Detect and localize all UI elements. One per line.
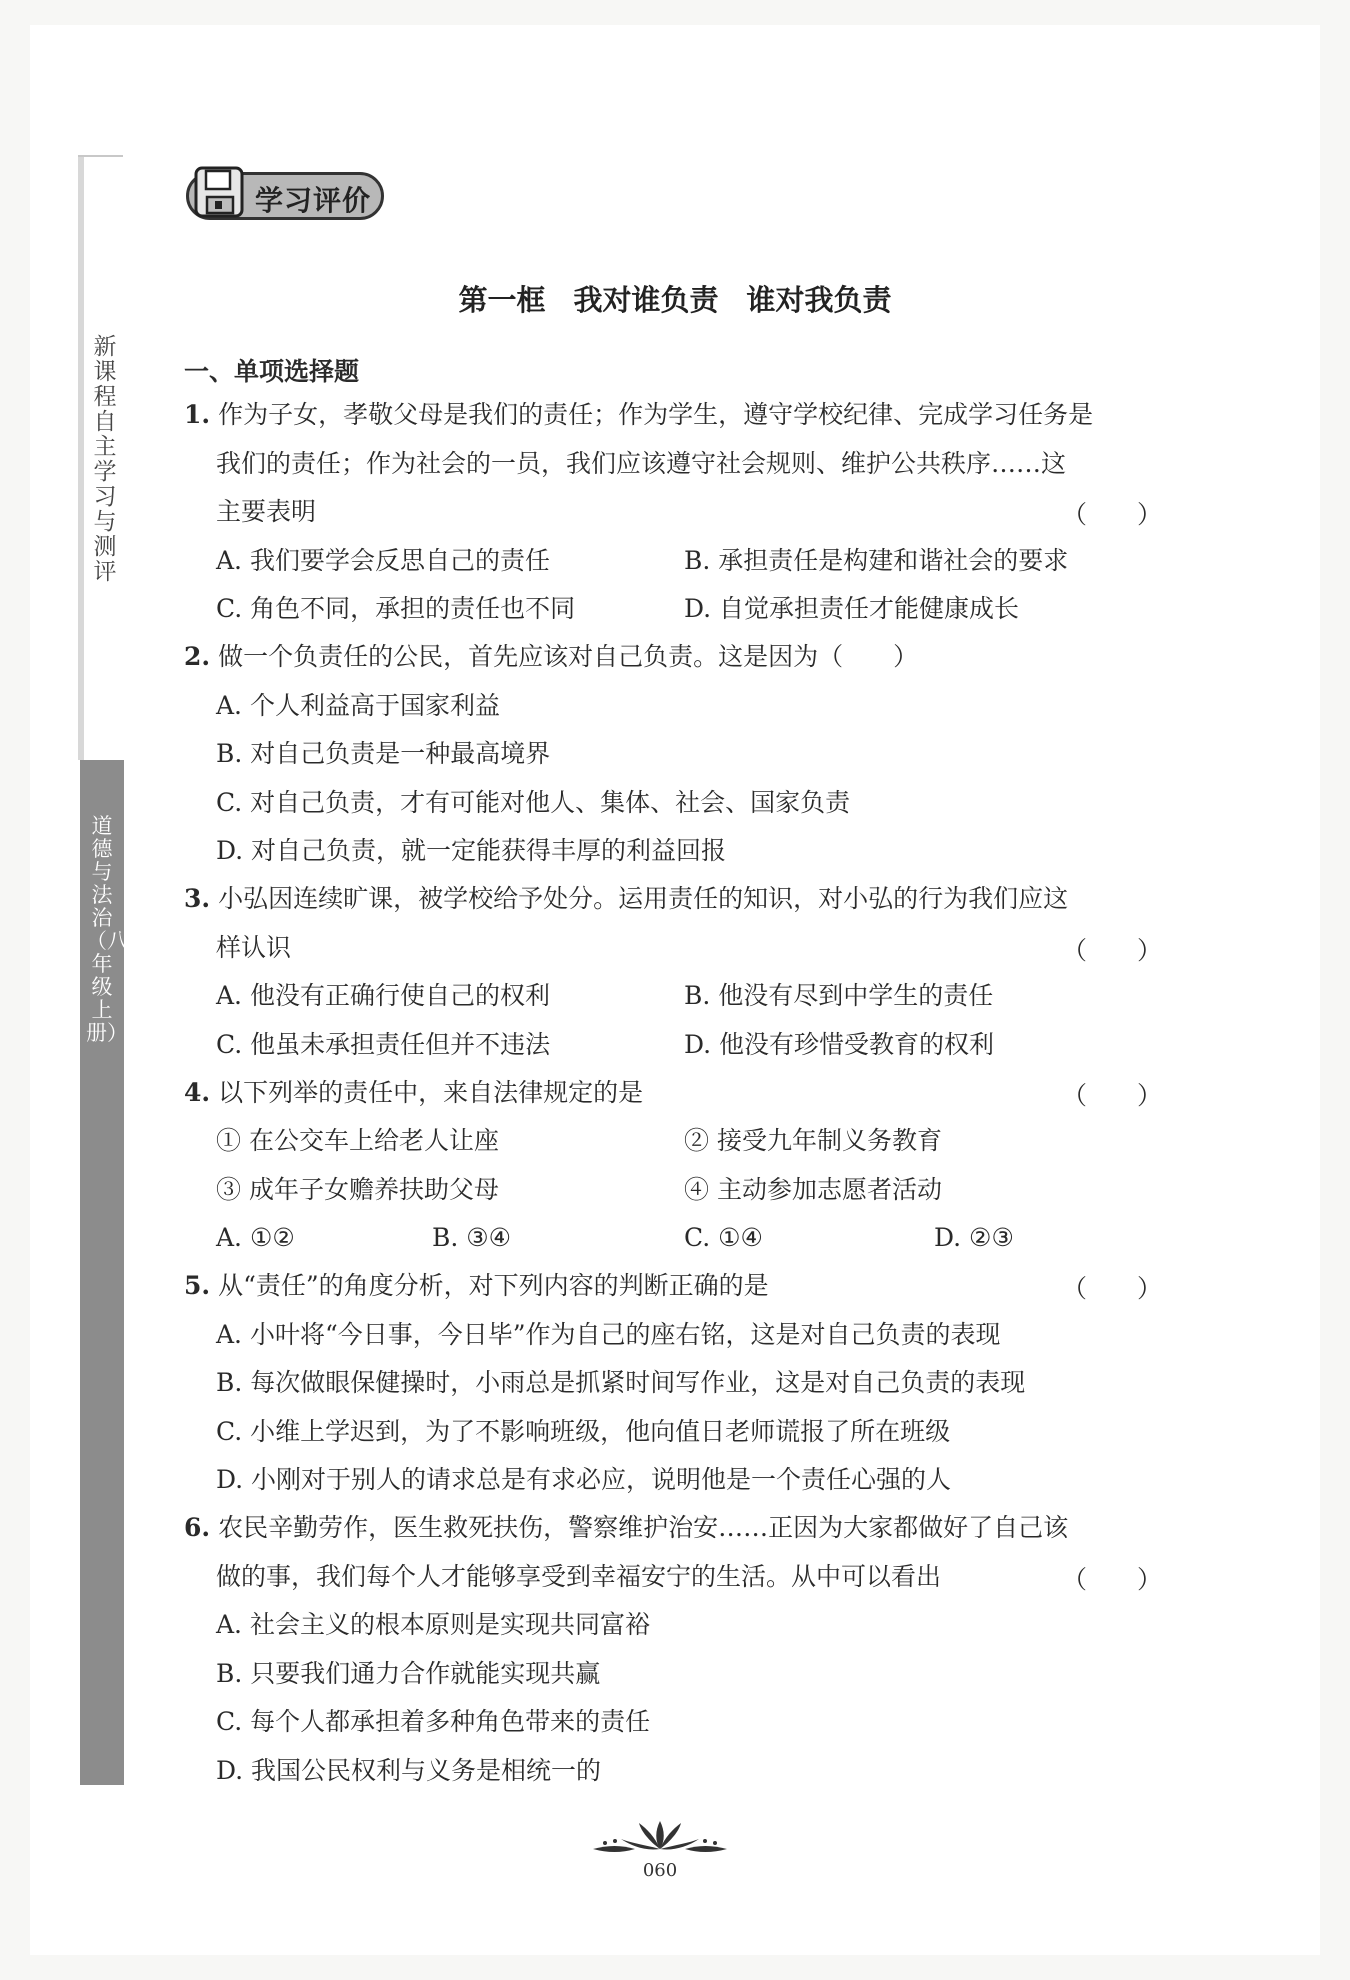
answer-blank[interactable]: （ ） xyxy=(1062,936,1163,965)
question-number: 6. xyxy=(184,1513,211,1542)
question-number: 1. xyxy=(184,400,211,429)
option-b: B. ③④ xyxy=(432,1223,512,1252)
option-c: C. 每个人都承担着多种角色带来的责任 xyxy=(216,1707,651,1736)
question-6-line-1 xyxy=(184,1511,1068,1545)
option-d: D. 小刚对于别人的请求总是有求必应，说明他是一个责任心强的人 xyxy=(216,1465,952,1494)
answer-blank[interactable]: （ ） xyxy=(1062,500,1163,529)
question-2-line-1 xyxy=(184,640,918,674)
section-badge xyxy=(186,172,384,220)
option-b: B. 只要我们通力合作就能实现共赢 xyxy=(216,1659,601,1688)
section-title xyxy=(0,278,1350,319)
option-c: C. 对自己负责，才有可能对他人、集体、社会、国家负责 xyxy=(216,788,851,817)
question-number: 4. xyxy=(184,1078,211,1107)
statement-2: ② 接受九年制义务教育 xyxy=(684,1126,942,1155)
question-number: 3. xyxy=(184,884,211,913)
option-a: A. 他没有正确行使自己的权利 xyxy=(216,981,550,1010)
question-number: 5. xyxy=(184,1271,211,1300)
option-d: D. 自觉承担责任才能健康成长 xyxy=(684,594,1020,623)
sidebar-line xyxy=(78,155,84,760)
question-4-line-1 xyxy=(184,1076,643,1110)
option-c: C. 小维上学迟到，为了不影响班级，他向值日老师谎报了所在班级 xyxy=(216,1417,951,1446)
question-6-line-2: 做的事，我们每个人才能够享受到幸福安宁的生活。从中可以看出 xyxy=(216,1562,942,1591)
option-d: D. 我国公民权利与义务是相统一的 xyxy=(216,1756,602,1785)
option-a: A. 我们要学会反思自己的责任 xyxy=(216,546,550,575)
option-a: A. 社会主义的根本原则是实现共同富裕 xyxy=(216,1610,650,1639)
question-stem: 农民辛勤劳作，医生救死扶伤，警察维护治安……正因为大家都做好了自己该 xyxy=(218,1513,1069,1542)
question-stem: 以下列举的责任中，来自法律规定的是 xyxy=(218,1078,644,1107)
option-c: C. 他虽未承担责任但并不违法 xyxy=(216,1030,551,1059)
question-stem: 小弘因连续旷课，被学校给予处分。运用责任的知识，对小弘的行为我们应这 xyxy=(218,884,1069,913)
question-5-line-1 xyxy=(184,1269,769,1303)
question-1-line-3: 主要表明 xyxy=(216,497,317,526)
answer-blank[interactable]: （ ） xyxy=(1062,1274,1163,1303)
series-title: 新课程自主学习与测评 xyxy=(93,334,117,585)
question-stem: 作为子女，孝敬父母是我们的责任；作为学生，遵守学校纪律、完成学习任务是 xyxy=(218,400,1094,429)
answer-blank[interactable]: （ ） xyxy=(1062,1565,1163,1594)
option-b: B. 承担责任是构建和谐社会的要求 xyxy=(684,546,1069,575)
option-d: D. ②③ xyxy=(934,1223,1014,1252)
statement-3: ③ 成年子女赡养扶助父母 xyxy=(216,1175,499,1204)
option-b: B. 每次做眼保健操时，小雨总是抓紧时间写作业，这是对自己负责的表现 xyxy=(216,1368,1026,1397)
part-heading: 一、单项选择题 xyxy=(184,357,360,386)
option-d: D. 对自己负责，就一定能获得丰厚的利益回报 xyxy=(216,836,727,865)
question-stem: 做一个负责任的公民，首先应该对自己负责。这是因为（ ） xyxy=(218,642,919,671)
answer-blank[interactable]: （ ） xyxy=(1062,1081,1163,1110)
option-c: C. ①④ xyxy=(684,1223,763,1252)
section-title-part2: 我对谁负责 xyxy=(573,283,719,317)
option-c: C. 角色不同，承担的责任也不同 xyxy=(216,594,576,623)
option-d: D. 他没有珍惜受教育的权利 xyxy=(684,1030,995,1059)
option-a: A. ①② xyxy=(216,1223,295,1252)
floral-ornament-icon xyxy=(585,1815,735,1860)
option-b: B. 对自己负责是一种最高境界 xyxy=(216,739,551,768)
option-a: A. 小叶将“今日事，今日毕”作为自己的座右铭，这是对自己负责的表现 xyxy=(216,1320,1001,1349)
subject-title: 道德与法治（八年级上册） xyxy=(86,814,128,1045)
option-b: B. 他没有尽到中学生的责任 xyxy=(684,981,994,1010)
sidebar-rule xyxy=(78,155,123,157)
badge-label: 学习评价 xyxy=(255,184,372,217)
question-1-line-1 xyxy=(184,398,1093,432)
page-number: 060 xyxy=(642,1860,678,1881)
section-title-part3: 谁对我负责 xyxy=(746,283,892,317)
question-1-line-2: 我们的责任；作为社会的一员，我们应该遵守社会规则、维护公共秩序……这 xyxy=(216,449,1067,478)
statement-1: ① 在公交车上给老人让座 xyxy=(216,1126,499,1155)
statement-4: ④ 主动参加志愿者活动 xyxy=(684,1175,942,1204)
floppy-disk-icon xyxy=(193,165,247,221)
option-a: A. 个人利益高于国家利益 xyxy=(216,691,500,720)
question-number: 2. xyxy=(184,642,211,671)
question-3-line-1 xyxy=(184,882,1068,916)
question-stem: 从“责任”的角度分析，对下列内容的判断正确的是 xyxy=(218,1271,769,1300)
question-3-line-2: 样认识 xyxy=(216,933,292,962)
section-title-part1: 第一框 xyxy=(458,283,546,317)
